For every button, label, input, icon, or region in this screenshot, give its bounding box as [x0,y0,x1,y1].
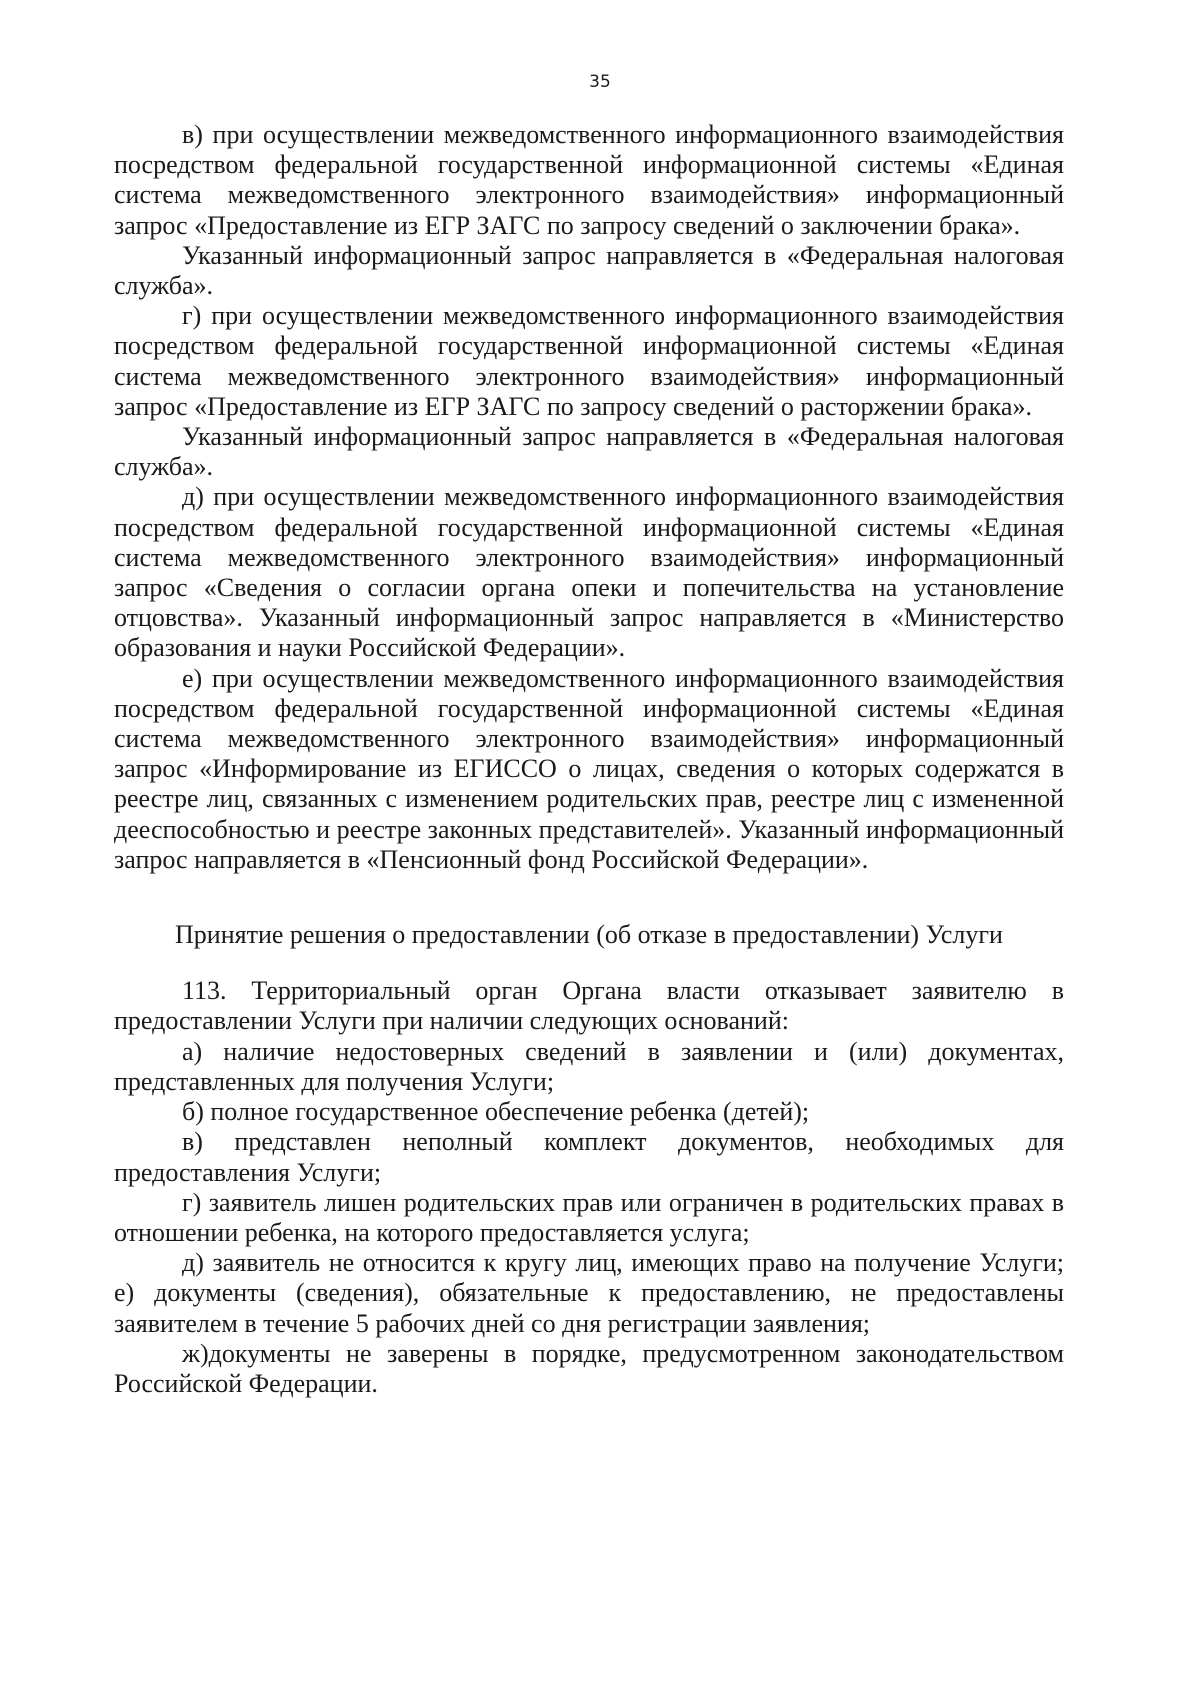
paragraph-ground-v: в) представлен неполный комплект документов, необходимых для предоставления Услуги; [114,1127,1064,1187]
paragraph-d-guardianship-request: д) при осуществлении межведомственного информационного взаимодействия посредством федеральной государственной информационной системы «Единая система межведомственного электронного взаимодействия» информационный запрос «Сведения о согласии органа опеки и попечительства на установление отцовства». Указанный информационный запрос направляется в «Министерство образования и науки Российской Федерации». [114,482,1064,663]
paragraph-v-recipient: Указанный информационный запрос направляется в «Федеральная налоговая служба». [114,240,1064,301]
paragraph-113-refusal-grounds: 113. Территориальный орган Органа власти отказывает заявителю в предоставлении Услуги при наличии следующих оснований: [114,976,1064,1036]
paragraph-e-egisso-request: е) при осуществлении межведомственного информационного взаимодействия посредством федеральной государственной информационной системы «Единая система межведомственного электронного взаимодействия» информационный запрос «Информирование из ЕГИССО о лицах, сведения о которых содержатся в реестре лиц, связанных с изменением родительских прав, реестре лиц с измененной дееспособностью и реестре законных представителей». Указанный информационный запрос направляется в «Пенсионный фонд Российской Федерации». [114,663,1064,874]
paragraph-v-marriage-request: в) при осуществлении межведомственного информационного взаимодействия посредством федеральной государственной информационной системы «Единая система межведомственного электронного взаимодействия» информационный запрос «Предоставление из ЕГР ЗАГС по запросу сведений о заключении брака». [114,120,1064,240]
paragraph-ground-d-e: д) заявитель не относится к кругу лиц, имеющих право на получение Услуги; е) документы (сведения), обязательные к предоставлению, не предоставлены заявителем в течение 5 рабочих дней со дня регистрации заявления; [114,1248,1064,1338]
paragraph-g-recipient: Указанный информационный запрос направляется в «Федеральная налоговая служба». [114,422,1064,482]
document-body [114,120,1064,1399]
page-number: 35 [589,72,611,92]
paragraph-ground-a: а) наличие недостоверных сведений в заявлении и (или) документах, представленных для получения Услуги; [114,1036,1064,1096]
paragraph-ground-g: г) заявитель лишен родительских прав или ограничен в родительских правах в отношении ребенка, на которого предоставляется услуга; [114,1187,1064,1247]
paragraph-g-divorce-request: г) при осуществлении межведомственного информационного взаимодействия посредством федеральной государственной информационной системы «Единая система межведомственного электронного взаимодействия» информационный запрос «Предоставление из ЕГР ЗАГС по запросу сведений о расторжении брака». [114,301,1064,421]
paragraph-ground-b: б) полное государственное обеспечение ребенка (детей); [182,1097,810,1127]
section-heading: Принятие решения о предоставлении (об отказе в предоставлении) Услуги [175,920,1003,950]
paragraph-ground-zh: ж)документы не заверены в порядке, предусмотренном законодательством Российской Федерации. [114,1338,1064,1398]
